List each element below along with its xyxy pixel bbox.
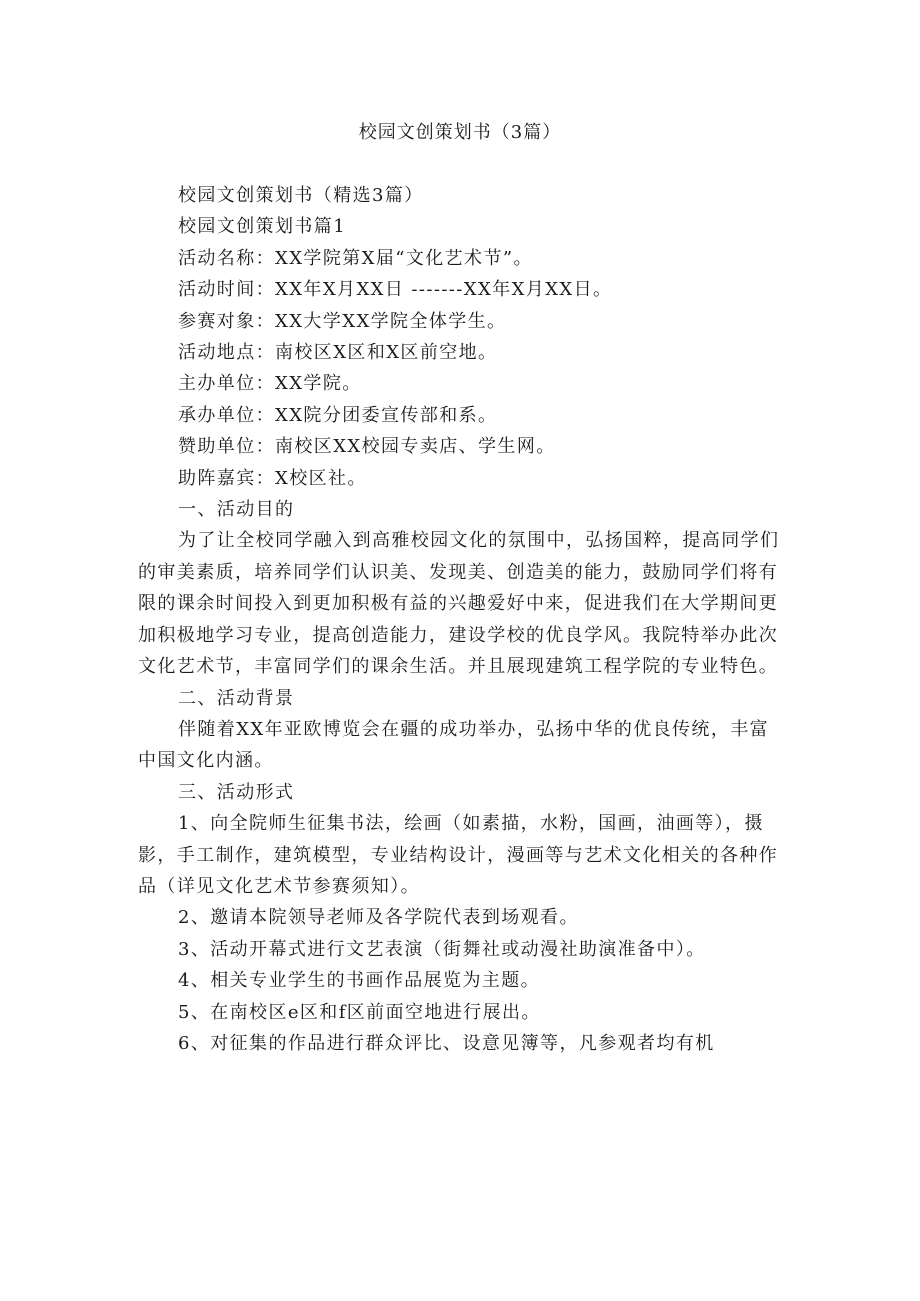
list-item: 5、在南校区e区和f区前面空地进行展出。 xyxy=(178,1001,541,1023)
heading-format: 三、活动形式 xyxy=(178,781,295,803)
paragraph-section-heading: 校园文创策划书篇1 xyxy=(178,216,347,238)
paragraph-activity-name: 活动名称：XX学院第X届“文化艺术节”。 xyxy=(178,247,533,269)
paragraph-executor: 承办单位：XX院分团委宣传部和系。 xyxy=(178,404,498,426)
paragraph-background: 伴随着XX年亚欧博览会在疆的成功举办，弘扬中华的优良传统，丰富中国文化内涵。 xyxy=(138,718,770,772)
paragraph-organizer: 主办单位：XX学院。 xyxy=(178,373,362,395)
paragraph-participants: 参赛对象：XX大学XX学院全体学生。 xyxy=(178,310,507,332)
paragraph-purpose: 为了让全校同学融入到高雅校园文化的氛围中，弘扬国粹，提高同学们的审美素质，培养同学们认识美、发现美、创造美的能力，鼓励同学们将有限的课余时间投入到更加积极有益的兴趣爱好中来，促进我们在大学期间更加积极地学习专业，提高创造能力，建设学校的优良学风。我院特举办此次文化艺术节，丰富同学们的课余生活。并且展现建筑工程学院的专业特色。 xyxy=(138,530,780,678)
list-item: 6、对征集的作品进行群众评比、设意见簿等，凡参观者均有机 xyxy=(178,1032,715,1054)
document-body xyxy=(138,180,788,1059)
paragraph-sponsor: 赞助单位：南校区XX校园专卖店、学生网。 xyxy=(178,436,556,458)
heading-purpose: 一、活动目的 xyxy=(178,499,295,521)
list-item: 2、邀请本院领导老师及各学院代表到场观看。 xyxy=(178,907,579,929)
paragraph-activity-time: 活动时间：XX年X月XX日 -------XX年X月XX日。 xyxy=(178,279,613,301)
document-title: 校园文创策划书（3篇） xyxy=(358,122,562,143)
list-item: 4、相关专业学生的书画作品展览为主题。 xyxy=(178,970,541,992)
paragraph-guests: 助阵嘉宾：X校区社。 xyxy=(178,467,367,489)
list-item: 1、向全院师生征集书法，绘画（如素描，水粉，国画，油画等），摄影，手工制作，建筑模型，专业结构设计，漫画等与艺术文化相关的各种作品（详见文化艺术节参赛须知）。 xyxy=(138,813,779,897)
list-item: 3、活动开幕式进行文艺表演（街舞社或动漫社助演准备中）。 xyxy=(178,938,706,960)
heading-background: 二、活动背景 xyxy=(178,687,295,709)
paragraph-location: 活动地点：南校区X区和X区前空地。 xyxy=(178,342,498,364)
paragraph-subtitle: 校园文创策划书（精选3篇） xyxy=(178,185,424,206)
